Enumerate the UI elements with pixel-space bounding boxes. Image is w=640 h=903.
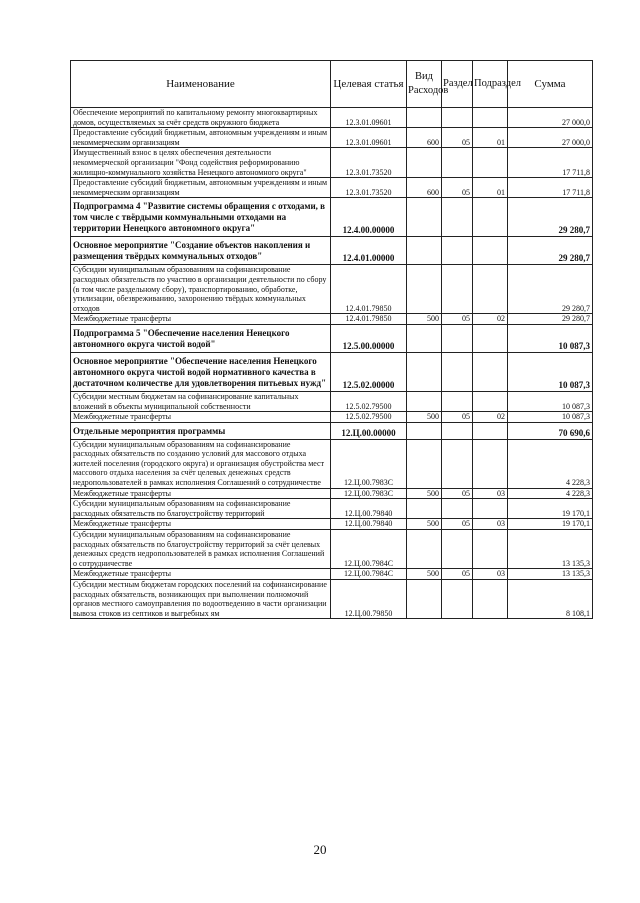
cell-code: 12.5.02.00000 xyxy=(331,352,407,391)
cell-podr xyxy=(473,439,508,488)
cell-razd: 05 xyxy=(442,569,473,580)
cell-name: Подпрограмма 5 "Обеспечение населения Ненецкого автономного округа чистой водой" xyxy=(71,324,331,352)
cell-code: 12.5.02.79500 xyxy=(331,391,407,411)
cell-podr: 02 xyxy=(473,412,508,423)
table-row xyxy=(71,128,593,148)
cell-vid: 500 xyxy=(407,569,442,580)
header-sum: Сумма xyxy=(508,61,593,108)
table-row xyxy=(71,439,593,488)
table-row xyxy=(71,412,593,423)
cell-name: Предоставление субсидий бюджетным, автономным учреждениям и иным некоммерческим организациям xyxy=(71,128,331,148)
cell-vid xyxy=(407,530,442,569)
cell-code: 12.Ц.00.7984С xyxy=(331,530,407,569)
cell-podr xyxy=(473,422,508,439)
table-row xyxy=(71,178,593,198)
cell-sum: 8 108,1 xyxy=(508,580,593,619)
cell-sum: 29 280,7 xyxy=(508,198,593,237)
cell-code: 12.3.01.09601 xyxy=(331,108,407,128)
cell-podr xyxy=(473,198,508,237)
cell-name: Субсидии местным бюджетам городских поселений на софинансирование расходных обязательств, возникающих при выполнении полномочий органов местного самоуправления по водоотведению в части организации вывоза стоков из септиков и выгребных ям xyxy=(71,580,331,619)
cell-sum: 10 087,3 xyxy=(508,412,593,423)
cell-sum: 27 000,0 xyxy=(508,108,593,128)
cell-razd: 05 xyxy=(442,128,473,148)
cell-razd xyxy=(442,148,473,178)
cell-vid xyxy=(407,324,442,352)
cell-code: 12.Ц.00.7983С xyxy=(331,488,407,499)
cell-razd xyxy=(442,237,473,265)
cell-razd: 05 xyxy=(442,488,473,499)
cell-name: Межбюджетные трансферты xyxy=(71,519,331,530)
table-body xyxy=(71,108,593,619)
cell-vid xyxy=(407,422,442,439)
cell-razd xyxy=(442,580,473,619)
table-row xyxy=(71,108,593,128)
cell-code: 12.5.02.79500 xyxy=(331,412,407,423)
cell-vid xyxy=(407,265,442,314)
cell-podr xyxy=(473,391,508,411)
cell-sum: 29 280,7 xyxy=(508,265,593,314)
cell-code: 12.Ц.00.7983С xyxy=(331,439,407,488)
table-row xyxy=(71,488,593,499)
cell-podr xyxy=(473,265,508,314)
cell-code: 12.5.00.00000 xyxy=(331,324,407,352)
table-row xyxy=(71,148,593,178)
cell-podr xyxy=(473,324,508,352)
cell-sum: 17 711,8 xyxy=(508,178,593,198)
cell-code: 12.4.01.00000 xyxy=(331,237,407,265)
cell-razd xyxy=(442,439,473,488)
cell-vid: 500 xyxy=(407,412,442,423)
cell-sum: 70 690,6 xyxy=(508,422,593,439)
cell-sum: 4 228,3 xyxy=(508,439,593,488)
budget-table-container xyxy=(70,60,592,619)
cell-code: 12.3.01.73520 xyxy=(331,148,407,178)
cell-podr xyxy=(473,237,508,265)
cell-razd xyxy=(442,198,473,237)
cell-vid xyxy=(407,439,442,488)
cell-vid xyxy=(407,237,442,265)
cell-razd xyxy=(442,499,473,519)
cell-name: Субсидии муниципальным образованиям на софинансирование расходных обязательств по созданию условий для массового отдыха жителей поселения (городского округа) и организация обустройства мест массового отдыха населения за счёт целевых денежных средств недропользователей в рамках исполнения Соглашений о сотрудничестве xyxy=(71,439,331,488)
cell-vid xyxy=(407,198,442,237)
cell-name: Имущественный взнос в целях обеспечения деятельности некоммерческой организации "Фонд содействия реформированию жилищно-коммунального хозяйства Ненецкого автономного округа" xyxy=(71,148,331,178)
cell-podr xyxy=(473,530,508,569)
cell-name: Межбюджетные трансферты xyxy=(71,488,331,499)
cell-razd: 05 xyxy=(442,519,473,530)
cell-sum: 19 170,1 xyxy=(508,499,593,519)
cell-code: 12.4.00.00000 xyxy=(331,198,407,237)
cell-vid: 500 xyxy=(407,488,442,499)
page-number: 20 xyxy=(313,842,327,857)
cell-razd xyxy=(442,422,473,439)
cell-name: Межбюджетные трансферты xyxy=(71,412,331,423)
cell-name: Субсидии муниципальным образованиям на софинансирование расходных обязательств по благоустройству территорий за счёт целевых денежных средств недропользователей в рамках исполнения Соглашений о сотрудничестве xyxy=(71,530,331,569)
cell-podr xyxy=(473,108,508,128)
budget-table xyxy=(70,60,593,619)
cell-code: 12.Ц.00.79840 xyxy=(331,519,407,530)
cell-code: 12.4.01.79850 xyxy=(331,265,407,314)
cell-vid: 500 xyxy=(407,519,442,530)
table-header-row xyxy=(71,61,593,108)
cell-code: 12.Ц.00.79840 xyxy=(331,499,407,519)
cell-name: Предоставление субсидий бюджетным, автономным учреждениям и иным некоммерческим организациям xyxy=(71,178,331,198)
cell-vid xyxy=(407,391,442,411)
cell-vid xyxy=(407,580,442,619)
cell-sum: 13 135,3 xyxy=(508,569,593,580)
cell-sum: 29 280,7 xyxy=(508,237,593,265)
cell-razd xyxy=(442,530,473,569)
cell-sum: 29 280,7 xyxy=(508,314,593,325)
table-row xyxy=(71,198,593,237)
cell-sum: 13 135,3 xyxy=(508,530,593,569)
cell-vid: 600 xyxy=(407,178,442,198)
cell-vid: 500 xyxy=(407,314,442,325)
cell-razd xyxy=(442,391,473,411)
cell-podr: 01 xyxy=(473,178,508,198)
cell-podr xyxy=(473,352,508,391)
cell-name: Межбюджетные трансферты xyxy=(71,569,331,580)
cell-razd: 05 xyxy=(442,314,473,325)
cell-name: Подпрограмма 4 "Развитие системы обращения с отходами, в том числе с твёрдыми коммунальными отходами на территории Ненецкого автономного округа" xyxy=(71,198,331,237)
table-row xyxy=(71,324,593,352)
table-row xyxy=(71,519,593,530)
cell-name: Межбюджетные трансферты xyxy=(71,314,331,325)
cell-podr xyxy=(473,580,508,619)
cell-podr: 03 xyxy=(473,569,508,580)
header-podr: Подраздел xyxy=(473,61,508,108)
cell-name: Субсидии муниципальным образованиям на софинансирование расходных обязательств по участию в организации деятельности по сбору (в том числе раздельному сбору), транспортированию, обработке, утилизации, обезвреживанию, захоронению твёрдых коммунальных отходов xyxy=(71,265,331,314)
cell-code: 12.Ц.00.00000 xyxy=(331,422,407,439)
cell-sum: 19 170,1 xyxy=(508,519,593,530)
cell-code: 12.Ц.00.7984С xyxy=(331,569,407,580)
header-vid: Вид Расходов xyxy=(407,61,442,108)
cell-name: Отдельные мероприятия программы xyxy=(71,422,331,439)
cell-name: Субсидии местным бюджетам на софинансирование капитальных вложений в объекты муниципальной собственности xyxy=(71,391,331,411)
table-row xyxy=(71,265,593,314)
cell-code: 12.3.01.09601 xyxy=(331,128,407,148)
table-row xyxy=(71,237,593,265)
cell-sum: 10 087,3 xyxy=(508,352,593,391)
cell-name: Основное мероприятие "Создание объектов накопления и размещения твёрдых коммунальных отходов" xyxy=(71,237,331,265)
cell-razd xyxy=(442,352,473,391)
cell-razd xyxy=(442,108,473,128)
table-row xyxy=(71,580,593,619)
cell-name: Основное мероприятие "Обеспечение населения Ненецкого автономного округа чистой водой нормативного качества в достаточном количестве для удовлетворения питьевых нужд" xyxy=(71,352,331,391)
cell-vid xyxy=(407,108,442,128)
cell-vid: 600 xyxy=(407,128,442,148)
table-row xyxy=(71,391,593,411)
cell-name: Обеспечение мероприятий по капитальному ремонту многоквартирных домов, осуществляемых за счёт средств окружного бюджета xyxy=(71,108,331,128)
cell-podr xyxy=(473,148,508,178)
cell-vid xyxy=(407,352,442,391)
table-row xyxy=(71,422,593,439)
header-name: Наименование xyxy=(71,61,331,108)
cell-podr: 03 xyxy=(473,519,508,530)
table-row xyxy=(71,314,593,325)
cell-podr xyxy=(473,499,508,519)
cell-sum: 10 087,3 xyxy=(508,391,593,411)
header-code: Целевая статья xyxy=(331,61,407,108)
cell-podr: 03 xyxy=(473,488,508,499)
cell-code: 12.3.01.73520 xyxy=(331,178,407,198)
cell-sum: 4 228,3 xyxy=(508,488,593,499)
cell-razd xyxy=(442,265,473,314)
cell-sum: 27 000,0 xyxy=(508,128,593,148)
cell-sum: 10 087,3 xyxy=(508,324,593,352)
cell-podr: 01 xyxy=(473,128,508,148)
cell-podr: 02 xyxy=(473,314,508,325)
cell-sum: 17 711,8 xyxy=(508,148,593,178)
cell-razd xyxy=(442,324,473,352)
cell-razd: 05 xyxy=(442,412,473,423)
table-row xyxy=(71,530,593,569)
header-razd: Раздел xyxy=(442,61,473,108)
cell-code: 12.Ц.00.79850 xyxy=(331,580,407,619)
cell-name: Субсидии муниципальным образованиям на софинансирование расходных обязательств по благоустройству территорий xyxy=(71,499,331,519)
table-row xyxy=(71,352,593,391)
cell-vid xyxy=(407,148,442,178)
cell-code: 12.4.01.79850 xyxy=(331,314,407,325)
table-row xyxy=(71,499,593,519)
table-row xyxy=(71,569,593,580)
cell-razd: 05 xyxy=(442,178,473,198)
cell-vid xyxy=(407,499,442,519)
